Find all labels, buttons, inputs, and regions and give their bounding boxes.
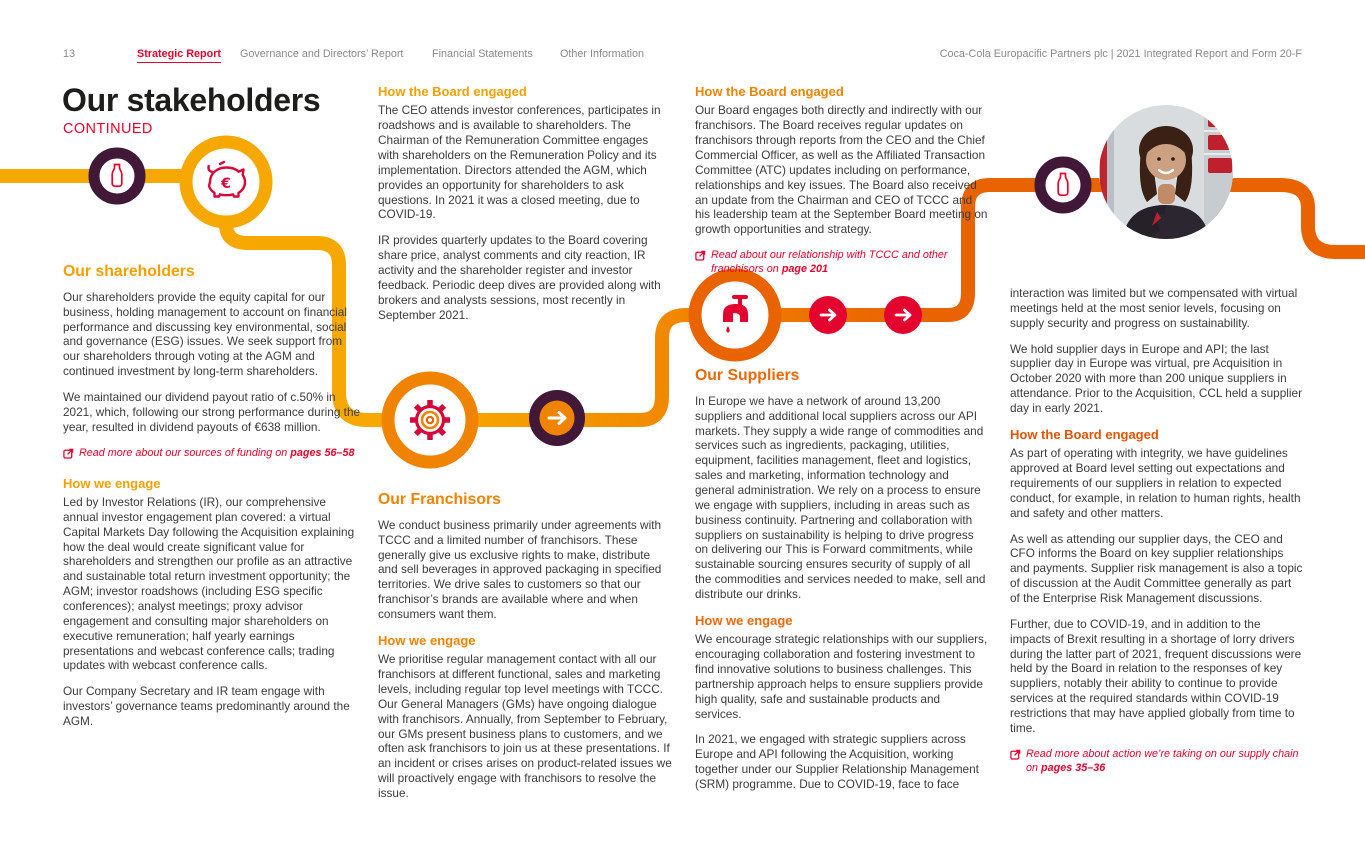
read-more-text: Read about our relationship with TCCC and other franchisors on page 201 [711, 249, 948, 276]
column-board-engaged-investors [378, 84, 672, 333]
arrow-node-plum [529, 390, 585, 446]
subheading-how-the-board-engaged: How the Board engaged [1010, 426, 1159, 442]
body-paragraph: IR provides quarterly updates to the Board covering share price, analyst comments and city reaction, IR activity and the shareholder register and investor feedback. Periodic deep dives are provided along with brokers and analysts sessions, most recently in September 2021. [378, 233, 661, 322]
subheading-how-we-engage: How we engage [378, 632, 476, 648]
body-paragraph: Led by Investor Relations (IR), our comprehensive annual investor engagement plan covered: a virtual Capital Markets Day following the Acquisition explaining how the deal would create significant value for shareholders and strengthen our profile as an attractive and sustainable total return investment opportunity; the AGM; investor roadshows (including ESG specific conferences); analyst meetings; proxy advisor engagement and consulting major shareholders on executive remuneration; half yearly earnings presentations and webcast conference calls; trading updates with webcast conference calls. [63, 495, 355, 673]
body-paragraph: As well as attending our supplier days, the CEO and CFO informs the Board on key supplier relationships and payments. Supplier risk management is also a topic of discussion at the Audit Committee generally as part of the Enterprise Risk Management discussions. [1010, 531, 1303, 605]
body-paragraph: interaction was limited but we compensated with virtual meetings held at the most senior levels, focusing on supply security and progress on sustainability. [1010, 286, 1298, 330]
subheading-how-the-board-engaged: How the Board engaged [695, 84, 844, 99]
body-paragraph: In 2021, we engaged with strategic suppliers across Europe and API following the Acquisition, working together under our Supplier Relationship Management (SRM) programme. Due to COVID-19, face to face [695, 732, 979, 792]
bottle-node [94, 153, 140, 199]
read-more-icon [63, 447, 74, 463]
svg-text:€: € [221, 176, 231, 192]
arrow-node-red-1 [809, 296, 847, 334]
arrow-node-red-2 [884, 296, 922, 334]
column-shareholders [63, 262, 361, 740]
nav-tab-financial-statements[interactable]: Financial Statements [432, 48, 533, 60]
body-paragraph: Further, due to COVID-19, and in addition to the impacts of Brexit resulting in a shortage of lorry drivers during the latter part of 2021, frequent discussions were held by the Board in relation to the responses of key suppliers, notably their ability to continue to provide services at the required standards within COVID-19 restrictions that may have applied globally from time to time. [1010, 616, 1302, 735]
gear-icon [410, 400, 450, 440]
read-more-link-supply-chain[interactable] [1010, 747, 1304, 775]
body-paragraph: We conduct business primarily under agreements with TCCC and a limited number of franchisors. These generally give us exclusive rights to make, distribute and sell beverages in approved packaging in specified territories. We drive sales to customers so that our franchisor’s brands are available where and when consumers want them. [378, 517, 662, 622]
section-heading-shareholders: Our shareholders [63, 263, 195, 280]
body-paragraph: The CEO attends investor conferences, participates in roadshows and is available to shareholders. The Chairman of the Remuneration Committee engages with shareholders on the Remuneration Policy and its implementation. Directors attended the AGM, which provides an opportunity for shareholders to ask questions. In 2021 it was a closed meeting, due to COVID-19. [378, 103, 661, 222]
body-paragraph: Our Board engages both directly and indirectly with our franchisors. The Board receives regular updates on franchisors through reports from the CEO and the Chief Commercial Officer, as well as the Affiliated Transaction Committee (ATC) updates including on performance, relationships and key issues. The Board also received an update from the Chairman and CEO of TCCC and his leadership team at the September Board meeting on growth opportunities and strategy. [695, 103, 988, 237]
body-paragraph: We encourage strategic relationships with our suppliers, encouraging collaboration and fostering investment to find innovative solutions to business challenges. This partnership approach helps to ensure suppliers provide high quality, safe and sustainable products and services. [695, 632, 988, 721]
body-paragraph: We maintained our dividend payout ratio of c.50% in 2021, which, following our strong performance during the year, resulted in dividend payouts of €638 million. [63, 390, 361, 434]
body-paragraph: Our shareholders provide the equity capital for our business, holding management to account on financial performance and discussing key environmental, social and governance (ESG) issues. We seek support from our shareholders through voting at the AGM and continued investment by long-term shareholders. [63, 289, 347, 379]
body-paragraph: In Europe we have a network of around 13,200 suppliers and additional local suppliers across our API markets. They supply a wide range of commodities and services such as ingredients, packaging, utilities, equipment, facilities management, fleet and logistics, sales and marketing, information technology and general administration. We rely on a process to ensure we engage with suppliers, including in areas such as business continuity. Partnering and collaboration with suppliers on sustainability is helping to drive progress on delivering our This is Forward commitments, while sustainable sourcing ensures security of supply of all the commodities and services needed to make, sell and distribute our drinks. [695, 393, 986, 602]
page-number: 13 [63, 48, 76, 60]
read-more-text: Read more about our sources of funding on pages 56–58 [79, 446, 355, 459]
subheading-how-the-board-engaged: How the Board engaged [378, 84, 527, 99]
subheading-how-we-engage: How we engage [695, 612, 793, 628]
body-paragraph: We prioritise regular management contact with all our franchisors at different functional, sales and marketing levels, including regular top level meetings with TCCC. Our General Managers (GMs) have ongoing dialogue with franchisors. Annually, from September to February, our GMs present business plans to customers, and we often ask franchisors to join us at these presentations. If an incident or crises arises on product-related issues we will proactively engage with franchisors to resolve the issue. [378, 652, 672, 801]
body-paragraph: As part of operating with integrity, we have guidelines approved at Board level setting out expectations and requirements of our suppliers in relation to expected conduct, for example, in relation to human rights, health and safety and other matters. [1010, 446, 1301, 520]
nav-tab-strategic-report[interactable]: Strategic Report [137, 48, 221, 63]
page-subtitle-continued: CONTINUED [63, 121, 153, 137]
read-more-icon [695, 249, 706, 265]
column-franchisors [378, 490, 672, 812]
piggy-bank-node [186, 142, 266, 222]
read-more-icon [1010, 748, 1021, 764]
page-title: Our stakeholders [62, 82, 321, 118]
stakeholder-photo [1098, 104, 1236, 242]
nav-tab-other-information[interactable]: Other Information [560, 48, 645, 60]
section-heading-franchisors: Our Franchisors [378, 491, 501, 508]
section-heading-suppliers: Our Suppliers [695, 367, 800, 384]
read-more-text: Read more about action we’re taking on our supply chain on pages 35–36 [1026, 747, 1299, 774]
read-more-link-funding[interactable] [63, 446, 361, 463]
document-title: Coca-Cola Europacific Partners plc | 2021 Integrated Report and Form 20-F [939, 48, 1302, 60]
read-more-link-tccc[interactable] [695, 248, 989, 276]
gear-node [388, 378, 472, 462]
subheading-how-we-engage: How we engage [63, 475, 161, 491]
bottle-node [1040, 162, 1086, 208]
column-board-engaged-franchisors [695, 84, 989, 289]
body-paragraph: Our Company Secretary and IR team engage with investors’ governance teams predominantly around the AGM. [63, 684, 350, 729]
column-suppliers-continued [1010, 286, 1304, 788]
body-paragraph: We hold supplier days in Europe and API; the last supplier day in Europe was virtual, pre Acquisition in October 2020 with more than 200 unique suppliers in attendance. Prior to the Acquisition, CCL held a supplier day in early 2021. [1010, 341, 1303, 416]
column-suppliers [695, 366, 989, 803]
nav-tab-governance[interactable]: Governance and Directors’ Report [240, 48, 404, 60]
